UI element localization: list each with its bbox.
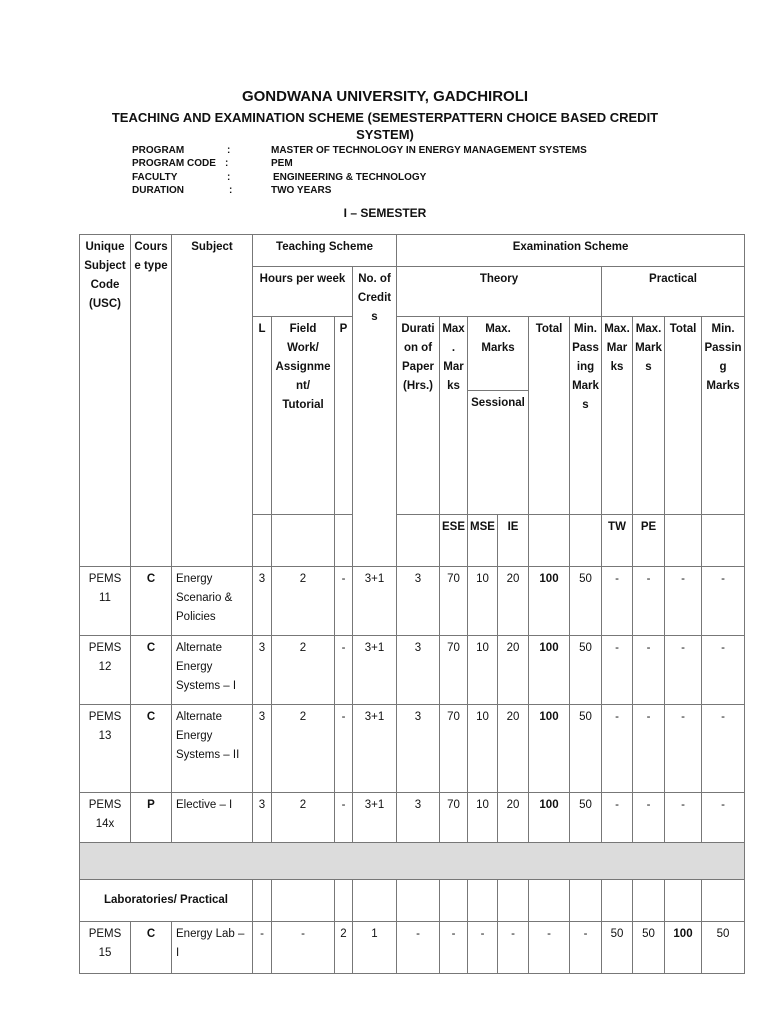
subject-name: Alternate Energy Systems – I (172, 636, 253, 705)
subject-code: PEMS 13 (80, 705, 131, 793)
table-row (80, 636, 745, 705)
ie-header: IE (498, 515, 529, 567)
sessional-header: Sessional (468, 390, 528, 413)
program-code-colon: : (225, 158, 229, 169)
cell-value: 10 (468, 636, 498, 705)
cell-value: 70 (440, 793, 468, 843)
cell-value: - (702, 636, 745, 705)
cell-value: 10 (468, 793, 498, 843)
scheme-title-line2: SYSTEM) (356, 127, 414, 142)
cell-value: - (665, 705, 702, 793)
cell-value: 10 (468, 567, 498, 636)
duration-value: TWO YEARS (271, 185, 332, 196)
cell-value: 70 (440, 636, 468, 705)
cell-value: 50 (570, 793, 602, 843)
max-marks-header: Max. Marks (481, 323, 515, 354)
cell-value: - (335, 636, 353, 705)
cell-value: 100 (529, 705, 570, 793)
course-type: C (131, 567, 172, 636)
cell-value: 3+1 (353, 636, 397, 705)
cell-value: - (702, 705, 745, 793)
cell-value: - (468, 922, 498, 974)
course-type: C (131, 636, 172, 705)
cell-value: 100 (665, 922, 702, 974)
lab-section-row (80, 880, 745, 922)
l-header: L (253, 317, 272, 515)
faculty-colon: : (227, 172, 231, 183)
duration-header: Duration of Paper (Hrs.) (397, 317, 440, 515)
cell-value: 3 (253, 636, 272, 705)
theory-header: Theory (397, 267, 602, 317)
total-practical-header: Total (665, 317, 702, 515)
faculty-value: ENGINEERING & TECHNOLOGY (273, 172, 427, 183)
mse-header: MSE (468, 515, 498, 567)
cell-value: 3+1 (353, 567, 397, 636)
cell-value: - (602, 636, 633, 705)
scheme-table (79, 234, 745, 974)
cell-value: 50 (570, 636, 602, 705)
cell-value: - (633, 705, 665, 793)
usc-header: Unique Subject Code (USC) (80, 235, 131, 567)
teaching-scheme-header: Teaching Scheme (253, 235, 397, 267)
cell-value: - (397, 922, 440, 974)
course-type-header: Course type (131, 235, 172, 567)
cell-value: 50 (602, 922, 633, 974)
cell-value: 50 (702, 922, 745, 974)
cell-value: - (335, 793, 353, 843)
university-title: GONDWANA UNIVERSITY, GADCHIROLI (241, 88, 529, 105)
cell-value: - (665, 567, 702, 636)
cell-value: - (702, 567, 745, 636)
course-type: P (131, 793, 172, 843)
cell-value: 20 (498, 705, 529, 793)
cell-value: - (335, 567, 353, 636)
cell-value: 100 (529, 793, 570, 843)
cell-value: - (253, 922, 272, 974)
tw-header: TW (602, 515, 633, 567)
duration-label: DURATION (132, 185, 185, 196)
subject-code: PEMS 12 (80, 636, 131, 705)
program-code-label: PROGRAM CODE (132, 158, 216, 169)
cell-value: 2 (335, 922, 353, 974)
cell-value: - (602, 567, 633, 636)
cell-value: - (602, 705, 633, 793)
cell-value: 2 (272, 705, 335, 793)
cell-value: - (335, 705, 353, 793)
cell-value: 3+1 (353, 793, 397, 843)
cell-value: 3 (397, 567, 440, 636)
lab-row (80, 922, 745, 974)
credits-header: No. of Credits (353, 267, 397, 567)
practical-header: Practical (602, 267, 745, 317)
min-passing-header: Min. Passing Marks (570, 317, 602, 515)
cell-value: 100 (529, 567, 570, 636)
cell-value: - (633, 567, 665, 636)
cell-value: 3 (397, 636, 440, 705)
faculty-label: FACULTY (132, 172, 178, 183)
exam-scheme-header: Examination Scheme (397, 235, 745, 267)
cell-value: 1 (353, 922, 397, 974)
separator-row (80, 843, 745, 880)
p-header: P (335, 317, 353, 515)
scheme-title-line1: TEACHING AND EXAMINATION SCHEME (SEMESTERPATTERN CHOICE BASED CREDIT (111, 110, 659, 125)
subject-name: Elective – I (172, 793, 253, 843)
program-label: PROGRAM (132, 145, 185, 156)
ese-header: ESE (440, 515, 468, 567)
cell-value: 100 (529, 636, 570, 705)
cell-value: - (665, 793, 702, 843)
cell-value: 20 (498, 567, 529, 636)
cell-value: 3 (253, 567, 272, 636)
cell-value: 3 (397, 705, 440, 793)
cell-value: - (529, 922, 570, 974)
max-marks-tw-header: Max. Marks (602, 317, 633, 515)
cell-value: 50 (570, 567, 602, 636)
table-row (80, 705, 745, 793)
cell-value: 2 (272, 636, 335, 705)
cell-value: 10 (468, 705, 498, 793)
min-passing-practical-header: Min. Passing Marks (702, 317, 745, 515)
max-marks-group-header (468, 317, 529, 515)
max-marks-pe-header: Max. Marks (633, 317, 665, 515)
cell-value: 2 (272, 793, 335, 843)
cell-value: - (570, 922, 602, 974)
cell-value: - (665, 636, 702, 705)
hours-per-week-header: Hours per week (253, 267, 353, 317)
subject-code: PEMS 11 (80, 567, 131, 636)
cell-value: - (498, 922, 529, 974)
subject-code: PEMS 14x (80, 793, 131, 843)
program-colon: : (227, 145, 231, 156)
table-row (80, 567, 745, 636)
subject-header: Subject (172, 235, 253, 567)
cell-value: - (702, 793, 745, 843)
cell-value: - (602, 793, 633, 843)
pe-header: PE (633, 515, 665, 567)
cell-value: 3 (253, 705, 272, 793)
subject-name: Energy Scenario & Policies (172, 567, 253, 636)
cell-value: 2 (272, 567, 335, 636)
duration-colon: : (229, 185, 233, 196)
subject-name: Alternate Energy Systems – II (172, 705, 253, 793)
subject-name: Energy Lab – I (172, 922, 253, 974)
total-header: Total (529, 317, 570, 515)
semester-heading: I – SEMESTER (343, 206, 427, 220)
course-type: C (131, 922, 172, 974)
cell-value: - (272, 922, 335, 974)
cell-value: 3+1 (353, 705, 397, 793)
cell-value: 70 (440, 567, 468, 636)
cell-value: - (633, 636, 665, 705)
cell-value: 70 (440, 705, 468, 793)
program-code-value: PEM (271, 158, 293, 169)
cell-value: - (633, 793, 665, 843)
cell-value: 20 (498, 636, 529, 705)
cell-value: 3 (253, 793, 272, 843)
program-value: MASTER OF TECHNOLOGY IN ENERGY MANAGEMENT SYSTEMS (271, 145, 587, 156)
cell-value: 20 (498, 793, 529, 843)
course-type: C (131, 705, 172, 793)
cell-value: - (440, 922, 468, 974)
cell-value: 50 (633, 922, 665, 974)
table-row (80, 793, 745, 843)
max-marks-ese-header: Max. Marks (440, 317, 468, 515)
field-work-header: Field Work/ Assignment/ Tutorial (272, 317, 335, 515)
cell-value: 3 (397, 793, 440, 843)
cell-value: 50 (570, 705, 602, 793)
lab-section-label: Laboratories/ Practical (80, 880, 253, 922)
subject-code: PEMS 15 (80, 922, 131, 974)
